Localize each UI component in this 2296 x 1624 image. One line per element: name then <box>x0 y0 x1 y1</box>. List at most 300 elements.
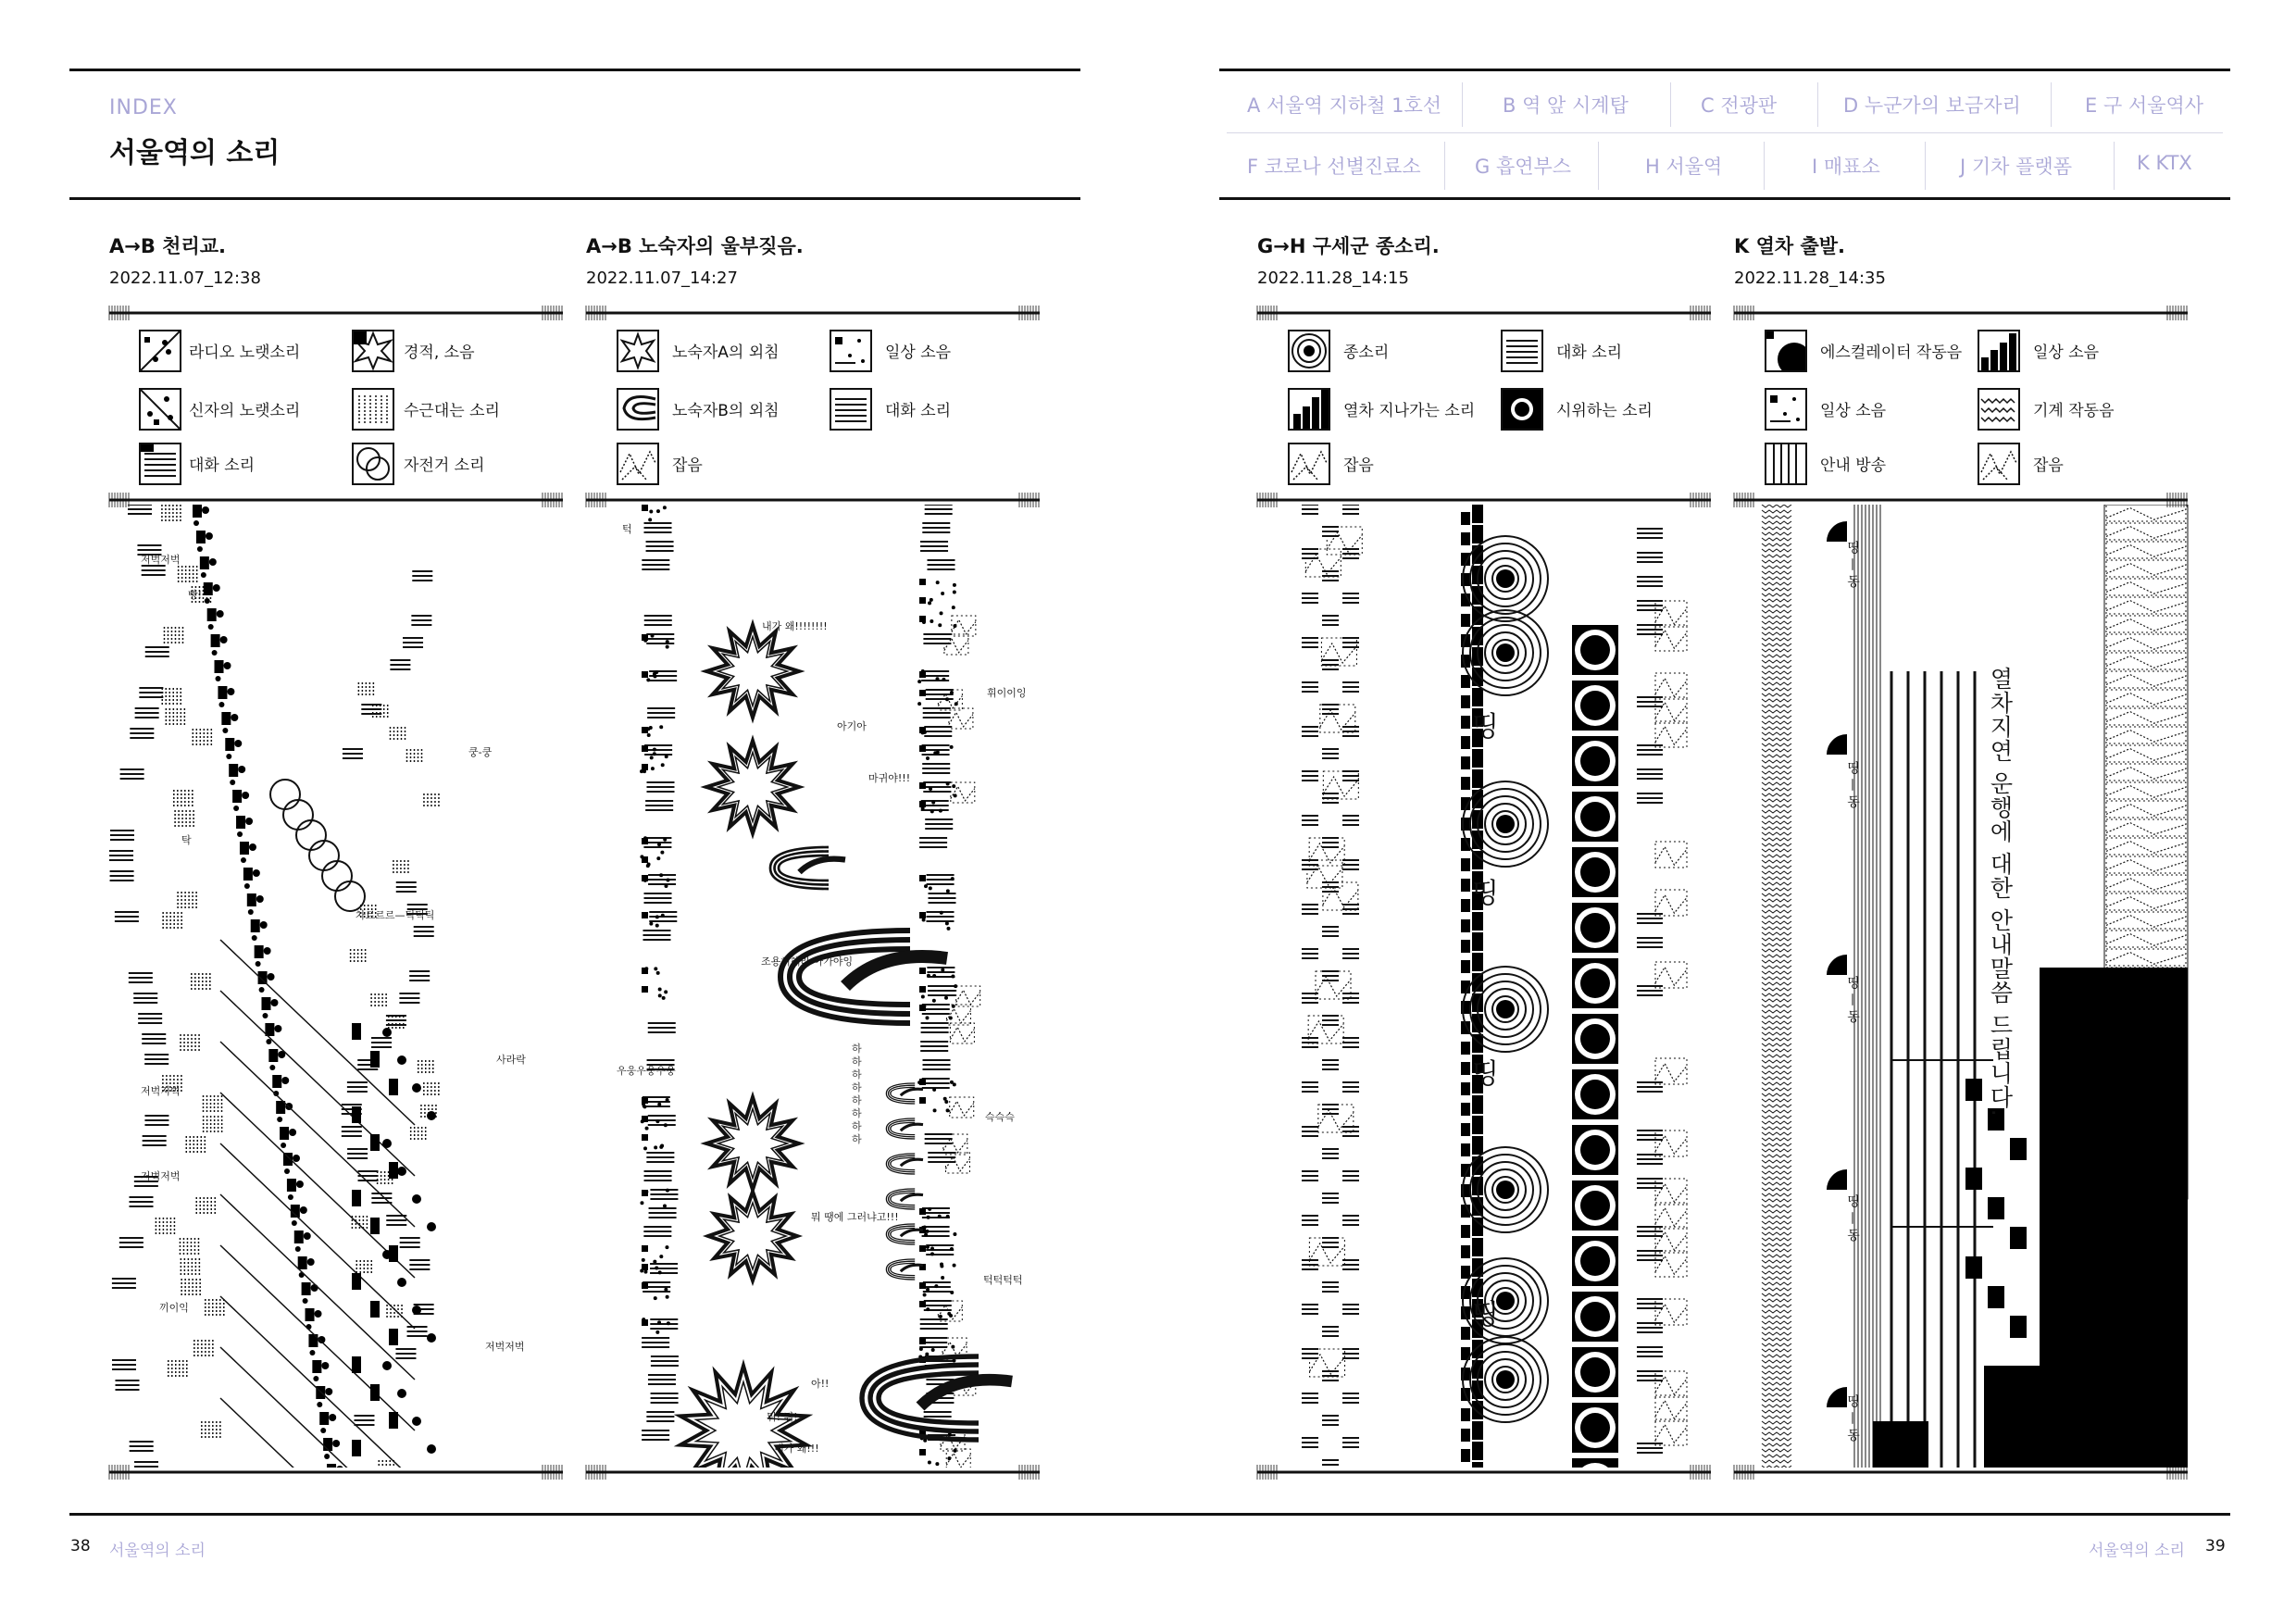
pattern-mark <box>919 1301 926 1307</box>
machine-mark <box>1762 1332 1791 1335</box>
nav-item-i[interactable]: I 매표소 <box>1812 156 1880 178</box>
sound-caption: 탁 <box>181 834 192 846</box>
chant-mark <box>264 947 271 955</box>
machine-mark <box>1762 1266 1791 1268</box>
pattern-mark <box>660 851 664 855</box>
machine-mark <box>1762 1105 1791 1107</box>
machine-mark <box>1762 571 1791 574</box>
machine-mark <box>1762 1399 1791 1402</box>
pattern-mark <box>653 748 656 752</box>
nav-separator <box>2051 82 2052 127</box>
machine-mark <box>1762 1382 1791 1385</box>
machine-mark <box>1762 538 1791 541</box>
train-mark <box>1461 1103 1470 1116</box>
chant-mark <box>274 1025 281 1032</box>
section-1-date: 2022.11.07_12:38 <box>109 269 261 288</box>
legend-label: 종소리 <box>1343 344 1390 362</box>
pattern-mark <box>936 751 940 755</box>
nav-separator <box>1817 82 1818 127</box>
pattern-mark <box>642 727 648 733</box>
pattern-mark <box>662 996 666 1000</box>
machine-mark <box>1762 1249 1791 1252</box>
chant-mark <box>389 1079 398 1095</box>
machine-mark <box>1762 1410 1791 1413</box>
train-mark <box>1472 1442 1483 1460</box>
nav-separator <box>2114 142 2115 190</box>
pattern-mark <box>935 1462 939 1466</box>
machine-mark <box>1762 566 1791 568</box>
sound-caption: 내가 왜!!! <box>774 1443 819 1455</box>
train-mark <box>1472 1136 1483 1155</box>
machine-mark <box>1762 560 1791 563</box>
chant-mark <box>230 780 235 785</box>
machine-mark <box>1762 988 1791 991</box>
machine-mark <box>1762 610 1791 613</box>
nav-separator <box>1462 82 1463 127</box>
pattern-mark <box>665 1245 668 1249</box>
pattern-mark <box>642 634 648 641</box>
chant-mark <box>296 1181 304 1188</box>
machine-mark <box>1762 1127 1791 1130</box>
train-mark <box>1461 1123 1470 1136</box>
pattern-mark <box>663 1205 667 1208</box>
bell-icon <box>1288 330 1330 372</box>
machine-mark <box>1762 1421 1791 1424</box>
sound-caption: 뭐! 뭐! <box>767 1411 798 1423</box>
pattern-mark <box>950 1027 974 1041</box>
train-mark <box>1461 879 1470 892</box>
train-mark <box>1461 695 1470 708</box>
chant-mark <box>256 961 261 967</box>
pattern-mark <box>2106 953 2186 965</box>
pattern-mark <box>919 1005 926 1011</box>
machine-mark <box>1762 855 1791 857</box>
pattern-mark <box>919 597 926 604</box>
train-mark <box>1461 858 1470 871</box>
chant-mark <box>281 1143 286 1148</box>
daily-noise-mark <box>2010 1138 2027 1160</box>
machine-mark <box>1762 849 1791 852</box>
machine-mark <box>1762 1443 1791 1446</box>
pattern-mark <box>642 1258 645 1262</box>
section-2-title: A→B 노숙자의 울부짖음. <box>586 235 804 257</box>
index-label: INDEX <box>109 96 178 119</box>
chant-mark <box>280 1127 289 1140</box>
pattern-mark <box>917 680 921 683</box>
pattern-mark <box>658 993 662 997</box>
machine-mark <box>1762 549 1791 552</box>
section-4-date: 2022.11.28_14:35 <box>1734 269 1886 288</box>
sound-caption: 저벅저벅 <box>141 1085 181 1097</box>
machine-mark <box>1762 1355 1791 1357</box>
machine-mark <box>1762 760 1791 763</box>
chant-mark <box>370 1134 380 1151</box>
pattern-mark <box>666 878 669 881</box>
chant-mark <box>288 1194 293 1200</box>
machine-mark <box>1762 1288 1791 1291</box>
pattern-mark <box>919 1079 926 1085</box>
machine-mark <box>1762 888 1791 891</box>
shout-mark <box>706 741 799 833</box>
pattern-mark <box>647 863 651 867</box>
machine-mark <box>1762 1327 1791 1330</box>
machine-mark <box>1762 699 1791 702</box>
chant-mark <box>427 1222 436 1231</box>
machine-mark <box>1762 832 1791 835</box>
machine-mark <box>1762 1238 1791 1241</box>
chant-mark <box>309 1350 315 1355</box>
pattern-mark <box>666 640 669 643</box>
pattern-mark <box>919 1347 923 1351</box>
machine-mark <box>1762 1393 1791 1396</box>
chant-mark <box>313 1376 318 1381</box>
bicycle-mark <box>309 841 339 870</box>
pattern-mark <box>1655 606 1687 625</box>
chant-mark <box>281 1077 289 1084</box>
machine-mark <box>1762 660 1791 663</box>
pattern-mark <box>642 912 648 918</box>
pattern-mark <box>932 1088 936 1092</box>
chant-mark <box>231 714 238 721</box>
chant-mark <box>243 868 253 881</box>
pattern-mark <box>664 1123 668 1127</box>
machine-mark <box>1762 1338 1791 1341</box>
protest-mark <box>1580 1024 1610 1054</box>
machine-mark <box>1762 527 1791 530</box>
chant-mark <box>382 1250 392 1259</box>
chant-mark <box>193 520 199 526</box>
pattern-mark <box>2106 823 2186 835</box>
pattern-mark <box>2106 897 2186 909</box>
pattern-mark <box>646 678 650 681</box>
bicycle-mark <box>283 800 313 830</box>
pattern-mark <box>1655 1377 1687 1395</box>
legend-label: 시위하는 소리 <box>1556 402 1653 420</box>
chant-mark <box>284 1168 290 1174</box>
nav-item-d[interactable]: D 누군가의 보금자리 <box>1843 94 2021 117</box>
protest-mark <box>1580 913 1610 943</box>
pattern-mark <box>642 764 648 770</box>
pattern-mark <box>950 1101 974 1115</box>
machine-mark <box>1762 1060 1791 1063</box>
machine-mark <box>1762 1199 1791 1202</box>
pattern-mark <box>926 1288 930 1292</box>
nav-separator <box>1764 142 1765 190</box>
train-mark <box>1472 606 1483 625</box>
chant-mark <box>236 816 245 829</box>
pattern-mark <box>942 678 945 681</box>
pattern-mark <box>2106 712 2186 724</box>
pattern-mark <box>928 601 931 605</box>
pattern-mark <box>950 691 954 694</box>
sound-caption: 휘이이잉 <box>987 687 1027 699</box>
machine-mark <box>1762 1271 1791 1274</box>
nav-item-h[interactable]: H 서울역 <box>1645 156 1723 178</box>
pattern-mark <box>919 875 926 881</box>
chant-mark <box>352 1106 361 1123</box>
shout-mark <box>718 637 788 706</box>
announcement-icon <box>1765 443 1807 485</box>
machine-mark <box>1762 532 1791 535</box>
train-mark <box>1472 1401 1483 1419</box>
machine-mark <box>1762 1143 1791 1146</box>
machine-mark <box>1762 938 1791 941</box>
page-number-right: 39 <box>2205 1537 2226 1555</box>
daily-noise-mark <box>2010 1227 2027 1249</box>
machine-mark <box>1762 866 1791 868</box>
nav-item-a[interactable]: A 서울역 지하철 1호선 <box>1247 94 1442 117</box>
machine-mark <box>1762 1010 1791 1013</box>
machine-mark <box>1762 1166 1791 1168</box>
score-section-2 <box>586 505 1042 1468</box>
machine-mark <box>1762 671 1791 674</box>
chant-mark <box>221 712 231 725</box>
bicycle-mark <box>296 820 326 850</box>
pattern-mark <box>1655 1305 1687 1323</box>
sound-caption: 마귀야!!! <box>868 772 911 784</box>
sound-caption: 뭐 땡에 그러냐고!!! <box>811 1211 899 1223</box>
pattern-mark <box>642 1116 648 1122</box>
pattern-mark <box>642 1264 648 1270</box>
pattern-mark <box>926 756 930 760</box>
protest-mark <box>1580 968 1610 998</box>
pattern-mark <box>946 1215 950 1218</box>
pattern-mark <box>653 675 656 679</box>
pattern-mark <box>1655 1208 1687 1227</box>
protest-mark <box>1580 1413 1610 1443</box>
pattern-mark <box>655 1330 659 1334</box>
pattern-mark <box>919 690 926 696</box>
wave-mark <box>901 1194 923 1201</box>
nav-item-j[interactable]: J 기차 플랫폼 <box>1960 156 2072 178</box>
chant-mark <box>224 662 231 669</box>
machine-mark <box>1762 743 1791 746</box>
chant-mark <box>225 738 234 751</box>
pattern-mark <box>660 1143 664 1147</box>
score-section-1 <box>109 505 565 1468</box>
chant-mark <box>260 921 268 929</box>
pattern-mark <box>950 1023 974 1043</box>
pattern-mark <box>642 505 648 511</box>
pattern-mark <box>949 712 973 726</box>
machine-mark <box>1762 1055 1791 1057</box>
chant-mark <box>320 1428 326 1433</box>
machine-mark <box>1762 1321 1791 1324</box>
pattern-mark <box>651 767 655 770</box>
nav-item-e[interactable]: E 구 서울역사 <box>2085 94 2204 117</box>
train-mark <box>1461 1143 1470 1156</box>
protest-mark <box>1580 1302 1610 1331</box>
shout-mark <box>706 625 799 718</box>
pattern-mark <box>2106 916 2186 928</box>
pattern-mark <box>919 579 926 585</box>
machine-mark <box>1762 1138 1791 1141</box>
machine-mark <box>1762 749 1791 752</box>
pattern-mark <box>2106 786 2186 798</box>
chant-mark <box>244 883 250 889</box>
pattern-mark <box>655 924 659 928</box>
pattern-mark <box>654 1145 657 1149</box>
chant-mark <box>247 893 256 906</box>
legend-label: 일상 소음 <box>1820 402 1887 420</box>
page-number-left: 38 <box>70 1537 91 1555</box>
dingdong-label: 띵 — 동 <box>1845 1194 1860 1242</box>
pattern-mark <box>667 1321 670 1325</box>
refreshing-icon <box>1501 388 1543 431</box>
pattern-mark <box>919 1208 926 1215</box>
train-mark <box>1461 1245 1470 1258</box>
chant-mark <box>256 895 264 903</box>
chant-mark <box>319 1412 329 1425</box>
train-mark <box>1472 1421 1483 1440</box>
pattern-mark <box>642 856 648 863</box>
warning-noise-icon <box>352 330 394 372</box>
pattern-mark <box>926 1307 930 1311</box>
pattern-mark <box>919 801 926 807</box>
bell-mark <box>1496 1292 1515 1310</box>
pattern-mark <box>664 1288 668 1292</box>
nav-item-k[interactable]: K KTX <box>2137 152 2192 174</box>
nav-item-b[interactable]: B 역 앞 시계탑 <box>1503 94 1628 117</box>
train-mark <box>1461 1042 1470 1055</box>
chant-mark <box>389 1162 398 1179</box>
nav-item-c[interactable]: C 전광판 <box>1701 94 1778 117</box>
daily-noise-icon <box>830 330 872 372</box>
believer-song-icon <box>139 388 181 431</box>
nav-separator <box>1598 142 1599 190</box>
footer-title-left: 서울역의 소리 <box>109 1542 206 1560</box>
shout-b-icon <box>617 388 659 431</box>
pattern-mark <box>655 1119 659 1123</box>
daily-noise-mark <box>1965 1079 1982 1101</box>
wave-mark <box>901 1124 923 1131</box>
pattern-mark <box>649 510 653 514</box>
announcement-text: 열차지연 운행에 대한 안내말씀 드립니다. <box>1987 667 2014 1118</box>
pattern-mark <box>642 1245 648 1252</box>
machine-mark <box>1762 1027 1791 1030</box>
train-mark <box>1472 1156 1483 1175</box>
machine-mark <box>1762 1277 1791 1280</box>
sound-caption: 슥슥슥 <box>985 1111 1015 1123</box>
conversation-icon <box>1501 330 1543 372</box>
machine-mark <box>1762 1388 1791 1391</box>
pattern-mark <box>642 986 648 993</box>
chant-mark <box>253 869 260 877</box>
wave-mark <box>800 859 846 872</box>
legend-label: 대화 소리 <box>885 402 952 420</box>
pattern-mark <box>642 875 648 881</box>
train-mark <box>1472 1116 1483 1134</box>
train-mark <box>1472 545 1483 564</box>
chant-mark <box>325 1388 332 1395</box>
pattern-mark <box>656 509 660 513</box>
pattern-mark <box>952 606 955 609</box>
machine-mark <box>1762 927 1791 930</box>
machine-mark <box>1762 1188 1791 1191</box>
pattern-mark <box>928 1460 931 1464</box>
chant-mark <box>268 973 275 981</box>
pattern-mark <box>654 1296 657 1300</box>
pattern-mark <box>942 1342 967 1355</box>
machine-mark <box>1762 1405 1791 1407</box>
nav-item-f[interactable]: F 코로나 선별진료소 <box>1247 156 1421 178</box>
pattern-mark <box>940 1264 943 1268</box>
pattern-mark <box>953 1232 956 1236</box>
pattern-mark <box>1655 727 1687 745</box>
pattern-mark <box>657 843 661 846</box>
escalator-icon <box>1765 330 1807 372</box>
nav-separator <box>1670 82 1671 127</box>
conversation-icon <box>139 443 181 485</box>
chant-mark <box>397 1389 406 1398</box>
chant-mark <box>427 1333 436 1343</box>
machine-mark <box>1762 1149 1791 1152</box>
machine-mark <box>1762 860 1791 863</box>
machine-mark <box>1762 1460 1791 1463</box>
pattern-mark <box>929 886 932 890</box>
bicycle-mark <box>270 780 300 809</box>
chant-mark <box>193 505 202 518</box>
legend-label: 경적, 소음 <box>404 344 475 362</box>
section-1-title: A→B 천리교. <box>109 235 227 257</box>
pattern-mark <box>930 619 933 623</box>
train-mark <box>1472 953 1483 971</box>
pattern-mark <box>952 784 955 788</box>
chant-mark <box>270 999 278 1006</box>
chant-mark <box>293 1155 300 1162</box>
protest-mark <box>1580 1246 1610 1276</box>
chant-mark <box>382 1139 392 1148</box>
pattern-mark <box>927 974 930 978</box>
machine-mark <box>1762 1043 1791 1046</box>
sound-caption: 하하하하하하하하 <box>852 1043 862 1145</box>
ding-label: 띵 <box>1472 1299 1499 1331</box>
train-mark <box>1461 1082 1470 1095</box>
pattern-mark <box>944 638 968 652</box>
ding-label: 띵 <box>1472 878 1499 910</box>
machine-mark <box>1762 1466 1791 1468</box>
pattern-mark <box>642 1319 648 1326</box>
train-mark <box>1461 1408 1470 1421</box>
chant-mark <box>222 728 228 733</box>
page-title: 서울역의 소리 <box>109 137 281 169</box>
bell-mark <box>1496 815 1515 833</box>
pattern-mark <box>932 974 936 978</box>
chant-mark <box>307 1258 315 1266</box>
bicycle-mark <box>322 861 352 891</box>
machine-mark <box>1762 893 1791 896</box>
section-3-date: 2022.11.28_14:15 <box>1257 269 1409 288</box>
pattern-mark <box>951 877 955 881</box>
machine-mark <box>1762 521 1791 524</box>
pattern-mark <box>1655 679 1687 697</box>
chant-mark <box>213 584 220 592</box>
footer-rule <box>69 1513 2230 1516</box>
pattern-mark <box>941 592 944 595</box>
legend-label: 안내 방송 <box>1820 456 1887 475</box>
whisper-icon <box>352 388 394 431</box>
machine-mark <box>1762 1232 1791 1235</box>
machine-mark <box>1762 1193 1791 1196</box>
pattern-mark <box>2106 508 2186 520</box>
pattern-mark <box>2106 675 2186 687</box>
pattern-mark <box>956 990 980 1004</box>
chant-mark <box>262 1013 268 1018</box>
nav-item-g[interactable]: G 흡연부스 <box>1475 156 1572 178</box>
legend-label: 에스컬레이터 작동음 <box>1820 344 1963 362</box>
chant-mark <box>259 987 265 993</box>
machine-mark <box>1762 649 1791 652</box>
